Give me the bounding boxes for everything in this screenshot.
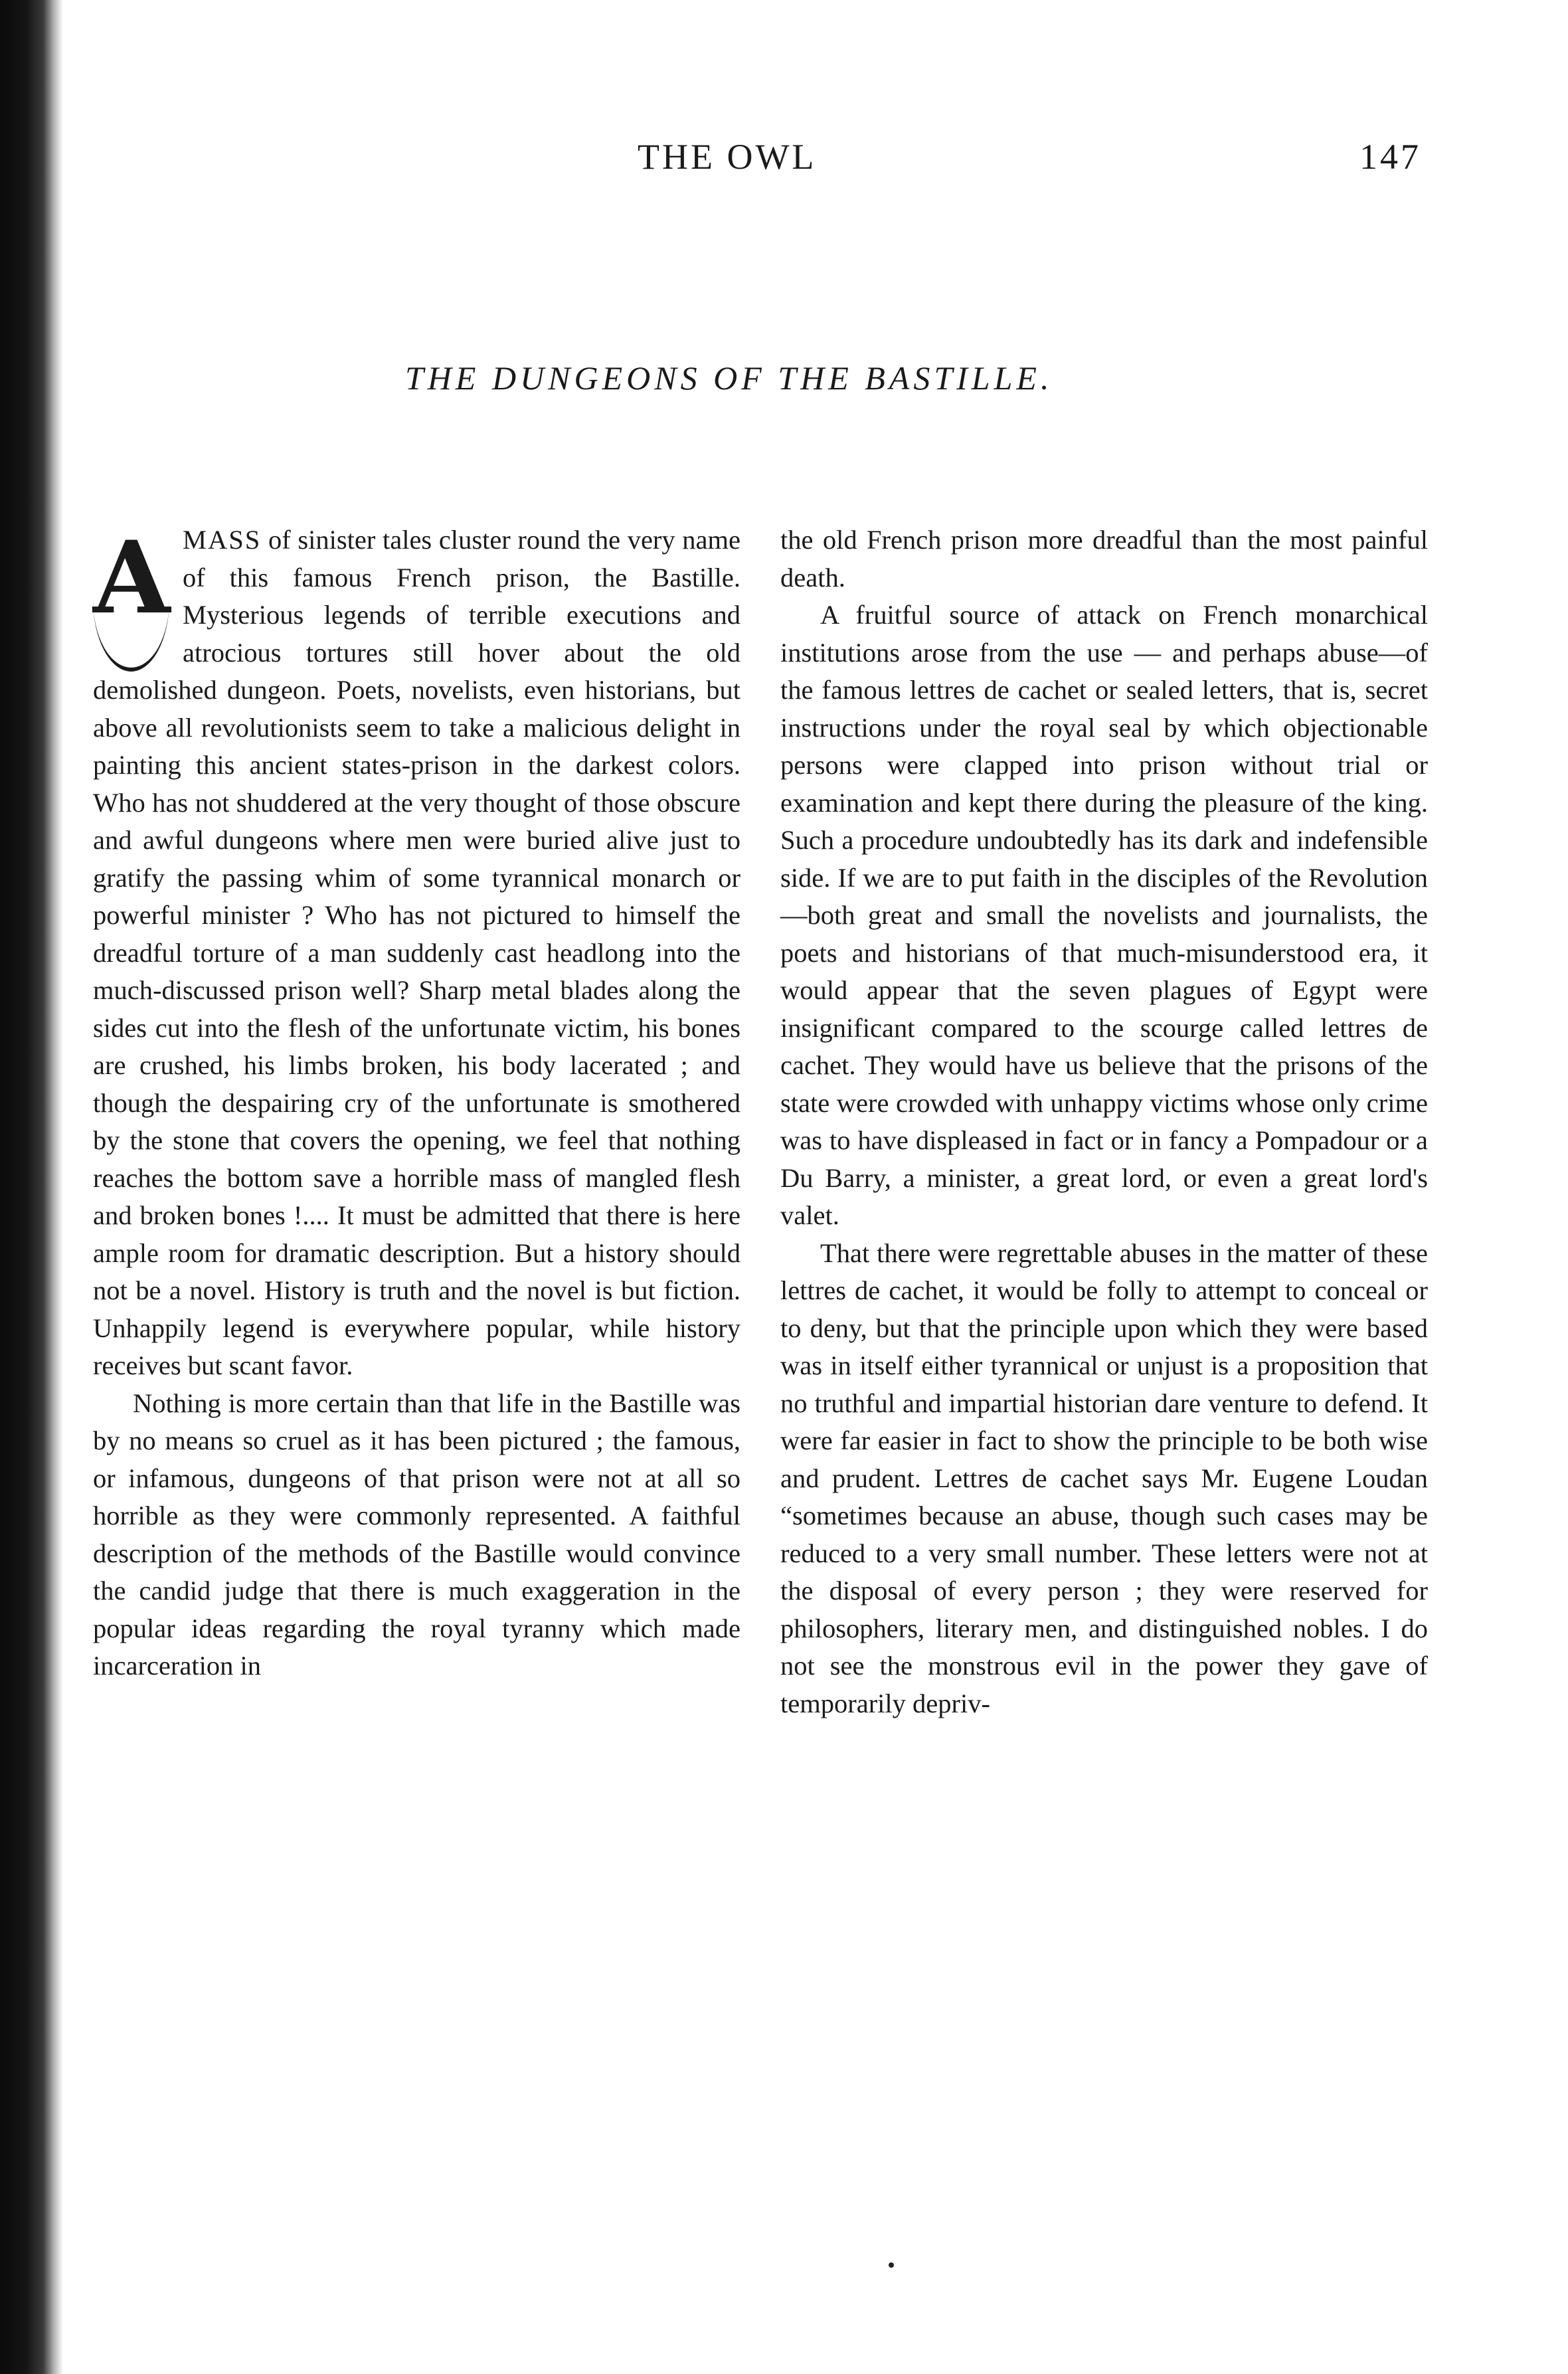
running-head <box>638 136 1421 183</box>
paragraph-1-text: of sinister tales cluster round the very name of this famous French prison, the Bastille. Mysterious legends of terrible executions and atrocious tortures still hover about the old demolished dungeon. Poets, novelists, even historians, but above all revolutionists seem to take a malicious delight in painting this ancient states-prison in the darkest colors. Who has not shuddered at the very thought of those obscure and awful dungeons where men were buried alive just to gratify the passing whim of some tyrannical monarch or powerful minister ? Who has not pictured to himself the dreadful torture of a man suddenly cast headlong into the much-discussed prison well? Sharp metal blades along the sides cut into the flesh of the unfortunate victim, his bones are crushed, his limbs broken, his body lacerated ; and though the despairing cry of the unfortunate is smothered by the stone that covers the opening, we feel that nothing reaches the bottom save a horrible mass of mangled flesh and broken bones !.... It must be admitted that there is here ample room for dramatic description. But a history should not be a novel. History is truth and the novel is but fiction. Unhappily legend is everywhere popular, while history receives but scant favor. <box>93 525 740 1380</box>
paragraph-lettres-de-cachet: A fruitful source of attack on French monarchical institutions arose from the use — and perhaps abuse—of the famous lettres de cachet or sealed letters, that is, secret instructions under the royal seal by which objectionable persons were clapped into prison without trial or examination and kept there during the pleasure of the king. Such a procedure undoubtedly has its dark and indefensible side. If we are to put faith in the disciples of the Revolution —both great and small the novelists and journalists, the poets and historians of that much-misunderstood era, it would appear that the seven plagues of Egypt were insignificant compared to the scourge called lettres de cachet. They would have us believe that the prisons of the state were crowded with unhappy victims whose only crime was to have displeased in fact or in fancy a Pompadour or a Du Barry, a minister, a great lord, or even a great lord's valet. <box>780 600 1428 1230</box>
page-number: 147 <box>1359 137 1421 177</box>
paragraph-abuses: That there were regrettable abuses in the matter of these lettres de cachet, it would be folly to attempt to conceal or to deny, but that the principle upon which they were based was in itself either tyrannical or unjust is a proposition that no truthful and impartial historian dare venture to defend. It were far easier in fact to show the principle to be both wise and prudent. Lettres de cachet says Mr. Eugene Loudan “sometimes because an abuse, though such cases may be reduced to a very small number. These letters were not at the disposal of every person ; they were reserved for philosophers, literary men, and distinguished nobles. I do not see the monstrous evil in the power they gave of temporarily depriv- <box>780 1237 1428 1718</box>
running-title: THE OWL <box>638 137 817 177</box>
page-binding-edge <box>0 0 63 2374</box>
lead-word: MASS <box>183 525 262 555</box>
left-column <box>93 521 740 1685</box>
paragraph-continued: the old French prison more dreadful than the most painful death. <box>780 525 1428 593</box>
article-title: THE DUNGEONS OF THE BASTILLE. <box>405 359 1053 397</box>
drop-cap: A <box>93 528 169 672</box>
footer-mark <box>889 2262 894 2268</box>
paragraph-1 <box>93 521 740 1385</box>
paragraph-2: Nothing is more certain than that life in the Bastille was by no means so cruel as it has been pictured ; the famous, or infamous, dungeons of that prison were not at all so horrible as they were commonly represented. A faithful description of the methods of the Bastille would convince the candid judge that there is much exaggeration in the popular ideas regarding the royal tyranny which made incarceration in <box>93 1388 740 1681</box>
right-column <box>780 521 1428 1722</box>
